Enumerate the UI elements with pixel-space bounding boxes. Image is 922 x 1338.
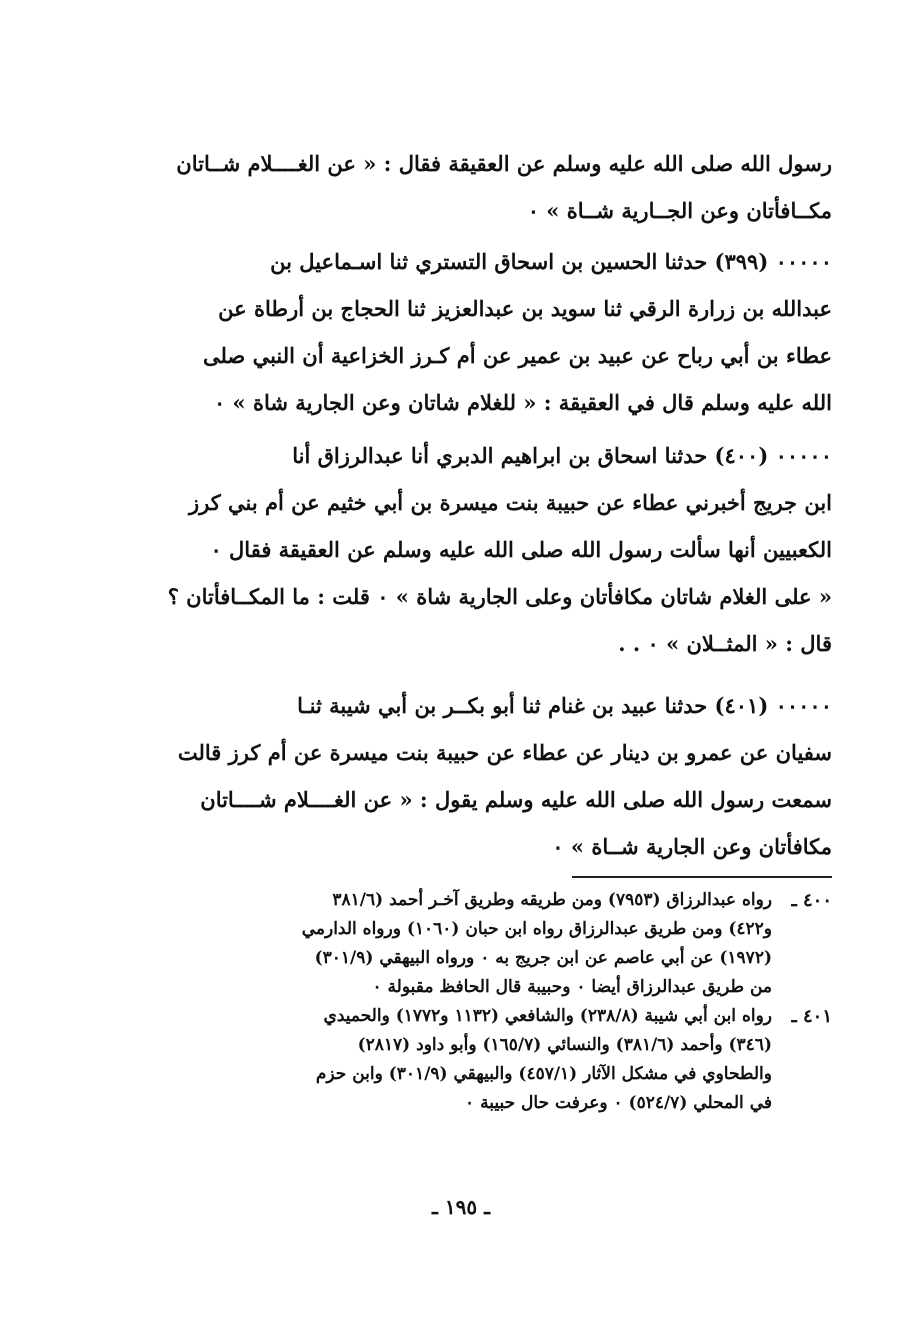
footnote-line: والطحاوي في مشكل الآثار (٤٥٧/١) والبيهقي (٣٠١/٩) وابن حزم: [315, 1064, 772, 1084]
paragraph-continuation: [92, 140, 832, 234]
hadith-399: [92, 238, 832, 426]
footnote-line: من طريق عبدالرزاق أيضا ٠ وحبيبة قال الحافظ مقبولة ٠: [372, 977, 772, 997]
footnote-line: في المحلي (٥٢٤/٧) ٠ وعرفت حال حبيبة ٠: [465, 1093, 772, 1113]
text-line: سمعت رسول الله صلى الله عليه وسلم يقول : « عن الغــــلام شــــاتان: [200, 787, 832, 812]
footnote-line: رواه عبدالرزاق (٧٩٥٣) ومن طريقه وطريق آخـر أحمد (٣٨١/٦: [332, 890, 772, 910]
text-line: قال : « المثــلان » ٠ . .: [618, 631, 832, 656]
footnote-number: ٤٠١ ـ: [791, 1006, 832, 1027]
text-line: عطاء بن أبي رباح عن عبيد بن عمير عن أم كـرز الخزاعية أن النبي صلى: [202, 343, 832, 368]
text-line: مكافأتان وعن الجارية شــاة » ٠: [552, 834, 832, 859]
text-line: « على الغلام شاتان مكافأتان وعلى الجارية شاة » ٠ قلت : ما المكــافأتان ؟: [167, 584, 832, 609]
text-line: الله عليه وسلم قال في العقيقة : « للغلام شاتان وعن الجارية شاة » ٠: [213, 390, 832, 415]
footnote-number: ٤٠٠ ـ: [791, 890, 832, 911]
footnote-line: (١٩٧٢) عن أبي عاصم عن ابن جريج به ٠ ورواه البيهقي (٣٠١/٩): [314, 948, 772, 968]
text-line: الكعبيين أنها سألت رسول الله صلى الله عليه وسلم عن العقيقة فقال ٠: [210, 537, 832, 562]
footnote-body: [95, 886, 772, 1002]
text-line: عبدالله بن زرارة الرقي ثنا سويد بن عبدالعزيز ثنا الحجاج بن أرطاة عن: [218, 296, 832, 321]
page-number: ـ ١٩٥ ـ: [432, 1195, 490, 1219]
footnotes: [95, 886, 832, 1118]
text-line: سفيان عن عمرو بن دينار عن عطاء عن حبيبة بنت ميسرة عن أم كرز قالت: [177, 740, 832, 765]
hadith-401: [92, 682, 832, 870]
footnote-line: و٤٢٢) ومن طريق عبدالرزاق رواه ابن حبان (١٠٦٠) ورواه الدارمي: [301, 919, 772, 939]
text-line: ابن جريج أخبرني عطاء عن حبيبة بنت ميسرة بن أبي خثيم عن أم بني كرز: [189, 490, 832, 515]
text-line: ٠٠٠٠٠ (٤٠١) حدثنا عبيد بن غنام ثنا أبو بكــر بن أبي شيبة ثنـا: [297, 693, 832, 718]
text-line: ٠٠٠٠٠ (٤٠٠) حدثنا اسحاق بن ابراهيم الدبري أنا عبدالرزاق أنا: [292, 443, 832, 468]
footnote-400: [95, 886, 832, 1002]
footnote-body: [95, 1002, 772, 1118]
footnote-401: [95, 1002, 832, 1118]
text-line: رسول الله صلى الله عليه وسلم عن العقيقة فقال : « عن الغــــلام شــاتان: [176, 151, 832, 176]
footnote-line: رواه ابن أبي شيبة (٢٣٨/٨) والشافعي (١١٣٢ و١٧٧٢) والحميدي: [323, 1006, 772, 1026]
footnote-line: (٣٤٦) وأحمد (٣٨١/٦) والنسائي (١٦٥/٧) وأبو داود (٢٨١٧): [357, 1035, 772, 1055]
text-line: مكــافأتان وعن الجــارية شــاة » ٠: [527, 198, 832, 223]
footnote-divider: [572, 876, 832, 878]
text-line: ٠٠٠٠٠ (٣٩٩) حدثنا الحسين بن اسحاق التستري ثنا اسـماعيل بن: [270, 249, 832, 274]
hadith-400: [92, 432, 832, 667]
